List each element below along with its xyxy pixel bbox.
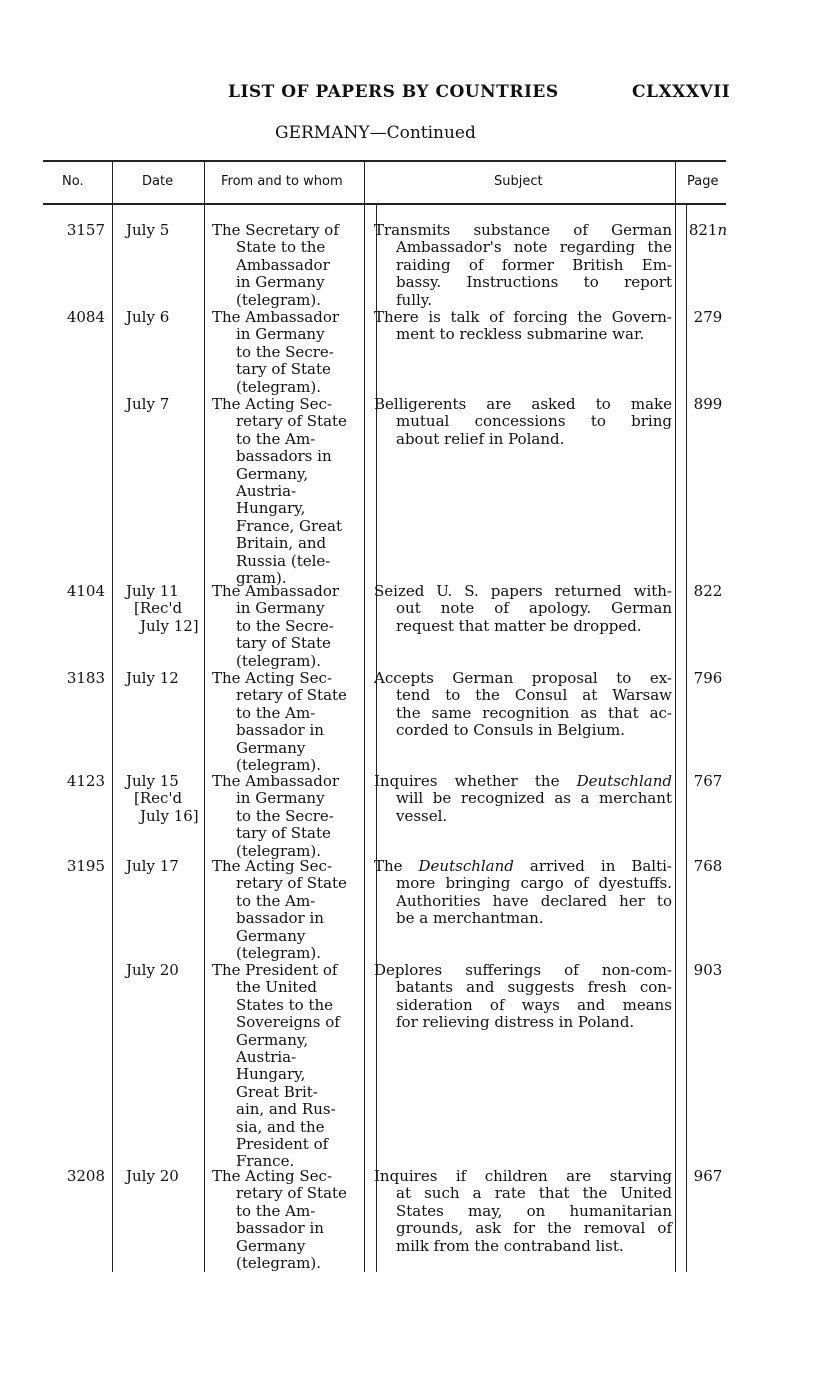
row-page: 767	[693, 772, 723, 790]
row-page: 768	[693, 857, 723, 875]
row-subject: Belligerents are asked to make mutual concessions to bring about relief in Poland.	[374, 395, 672, 448]
row-number: 4123	[66, 772, 105, 790]
row-date: July 17	[126, 857, 179, 875]
row-from-to: The Ambassador in Germany to the Secre- tary of State (telegram).	[212, 772, 340, 860]
row-date: July 20	[126, 961, 179, 979]
row-from-to: The Acting Sec- retary of State to the Am- bassadors in Germany, Austria- Hungary, France, Great Britain, and Russia (tele- gram).	[212, 395, 347, 588]
row-date: July 20	[126, 1167, 179, 1185]
row-date: July 7	[126, 395, 170, 413]
row-page: 279	[693, 308, 723, 326]
column-divider	[686, 204, 687, 1272]
row-from-to: The Acting Sec- retary of State to the Am- bassador in Germany (telegram).	[212, 1167, 347, 1273]
row-subject: There is talk of forcing the Govern- ment to reckless submarine war.	[374, 308, 672, 344]
table-top-rule	[43, 160, 726, 162]
row-date: July 11 [Rec'd July 12]	[126, 582, 199, 635]
column-header-page: Page	[687, 174, 719, 189]
row-page: 796	[693, 669, 723, 687]
row-subject: Accepts German proposal to ex- tend to the Consul at Warsaw the same recognition as that ac- corded to Consuls in Belgium.	[374, 669, 672, 740]
row-from-to: The Acting Sec- retary of State to the Am- bassador in Germany (telegram).	[212, 857, 347, 963]
section-subtitle: GERMANY—Continued	[275, 123, 476, 143]
row-number: 3208	[66, 1167, 105, 1185]
row-page: 899	[693, 395, 723, 413]
row-subject: Transmits substance of German Ambassador's note regarding the raiding of former British Em- bassy. Instructions to report fully.	[374, 221, 672, 309]
row-subject: The Deutschland arrived in Balti- more bringing cargo of dyestuffs. Authorities have declared her to be a merchantman.	[374, 857, 672, 928]
row-number: 3195	[66, 857, 105, 875]
row-date: July 6	[126, 308, 170, 326]
column-divider	[364, 161, 365, 1272]
column-header-date: Date	[142, 174, 174, 189]
row-date: July 15 [Rec'd July 16]	[126, 772, 199, 825]
running-header	[0, 80, 836, 110]
column-divider	[675, 161, 676, 1272]
row-from-to: The President of the United States to the Sovereigns of Germany, Austria- Hungary, Great Brit- ain, and Rus- sia, and the President of France.	[212, 961, 340, 1171]
row-from-to: The Ambassador in Germany to the Secre- tary of State (telegram).	[212, 308, 340, 396]
row-subject: Seized U. S. papers returned with- out note of apology. German request that matter be dropped.	[374, 582, 672, 635]
page-number-roman: CLXXXVII	[632, 82, 731, 102]
row-from-to: The Acting Sec- retary of State to the Am- bassador in Germany (telegram).	[212, 669, 347, 775]
row-date: July 12	[126, 669, 179, 687]
row-number: 4084	[66, 308, 105, 326]
column-header-subject: Subject	[494, 174, 543, 189]
row-from-to: The Ambassador in Germany to the Secre- tary of State (telegram).	[212, 582, 340, 670]
page-title: LIST OF PAPERS BY COUNTRIES	[228, 82, 559, 102]
column-header-from: From and to whom	[221, 174, 343, 189]
row-subject: Inquires if children are starving at such a rate that the United States may, on humanitarian grounds, ask for the removal of milk from the contraband list.	[374, 1167, 672, 1255]
column-divider	[204, 161, 205, 1272]
row-date: July 5	[126, 221, 170, 239]
row-subject: Inquires whether the Deutschland will be recognized as a merchant vessel.	[374, 772, 672, 825]
table-header-rule	[43, 203, 726, 205]
row-number: 3157	[66, 221, 105, 239]
row-page: 821n	[688, 221, 728, 239]
row-subject: Deplores sufferings of non-com- batants and suggests fresh con- sideration of ways and means for relieving distress in Poland.	[374, 961, 672, 1032]
row-page: 903	[693, 961, 723, 979]
column-divider	[112, 161, 113, 1272]
row-number: 4104	[66, 582, 105, 600]
row-page: 822	[693, 582, 723, 600]
column-header-no: No.	[62, 174, 84, 189]
row-from-to: The Secretary of State to the Ambassador in Germany (telegram).	[212, 221, 339, 309]
row-number: 3183	[66, 669, 105, 687]
row-page: 967	[693, 1167, 723, 1185]
